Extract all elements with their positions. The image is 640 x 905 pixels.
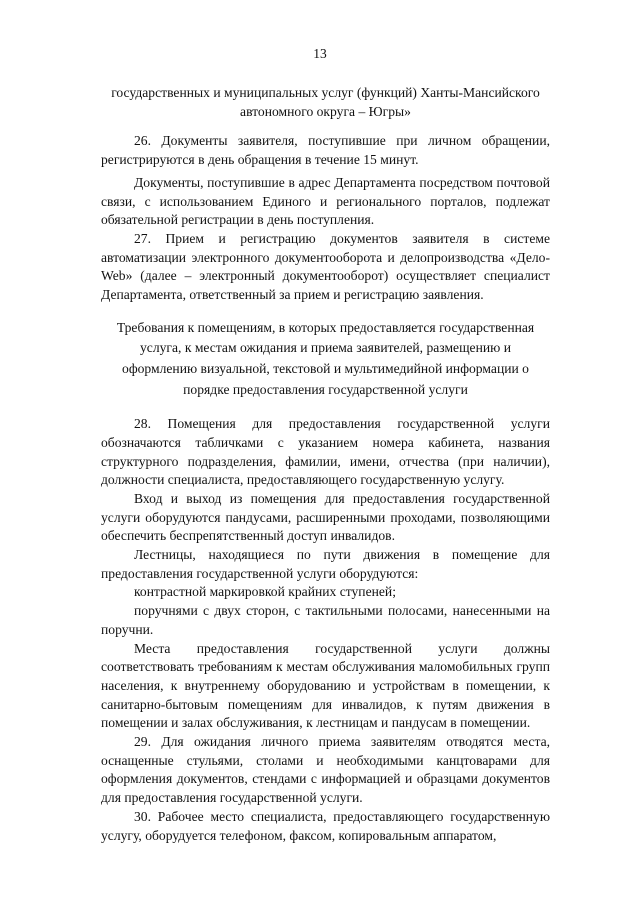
page-content (101, 84, 550, 845)
paragraph-entrance: Вход и выход из помещения для предоставления государственной услуги оборудуются пандусами, расширенными проходами, позволяющими обеспечить беспрепятственный доступ инвалидов. (101, 490, 550, 544)
paragraph-26-postal: Документы, поступившие в адрес Департамента посредством почтовой связи, с использованием Единого и регионального порталов, подлежат обязательной регистрации в день поступления. (101, 174, 550, 228)
paragraph-27: 27. Прием и регистрацию документов заявителя в системе автоматизации электронного документооборота и делопроизводства «Дело-Web» (далее – электронный документооборот) осуществляет специалист Департамента, ответственный за прием и регистрацию заявления. (101, 230, 550, 303)
continued-heading: государственных и муниципальных услуг (функций) Ханты-Мансийского автономного округа – Югры» (111, 85, 540, 119)
paragraph-stairs-marking: контрастной маркировкой крайних ступеней; (134, 584, 396, 600)
paragraph-stairs: Лестницы, находящиеся по пути движения в помещение для предоставления государственной услуги оборудуются: (101, 547, 550, 581)
paragraph-handrails: поручнями с двух сторон, с тактильными полосами, нанесенными на поручни. (101, 603, 550, 637)
paragraph-28: 28. Помещения для предоставления государственной услуги обозначаются табличками с указанием номера кабинета, названия структурного подразделения, фамилии, имени, отчества (при наличии), должности специалиста, предоставляющего государственную услугу. (101, 416, 550, 488)
page-number: 13 (313, 46, 327, 61)
paragraph-26: 26. Документы заявителя, поступившие при личном обращении, регистрируются в день обращения в течение 15 минут. (101, 133, 550, 168)
paragraph-service-places: Места предоставления государственной услуги должны соответствовать требованиям к местам обслуживания маломобильных групп населения, к внутреннему оборудованию и устройствам в помещении, к санитарно-бытовым помещениям для инвалидов, к путям движения в помещении и залах обслуживания, к лестницам и пандусам в помещении. (101, 640, 550, 731)
paragraph-29: 29. Для ожидания личного приема заявителям отводятся места, оснащенные стульями, столами и необходимыми канцтоварами для оформления документов, стендами с информацией и образцами документов для предоставления государственной услуги. (101, 734, 550, 806)
paragraph-30: 30. Рабочее место специалиста, предоставляющего государственную услугу, оборудуется телефоном, факсом, копировальным аппаратом, (101, 808, 550, 843)
section-heading: Требования к помещениям, в которых предоставляется государственная услуга, к местам ожидания и приема заявителей, размещению и оформлению визуальной, текстовой и мультимедийной информации о порядке предоставления государственной услуги (116, 319, 535, 397)
